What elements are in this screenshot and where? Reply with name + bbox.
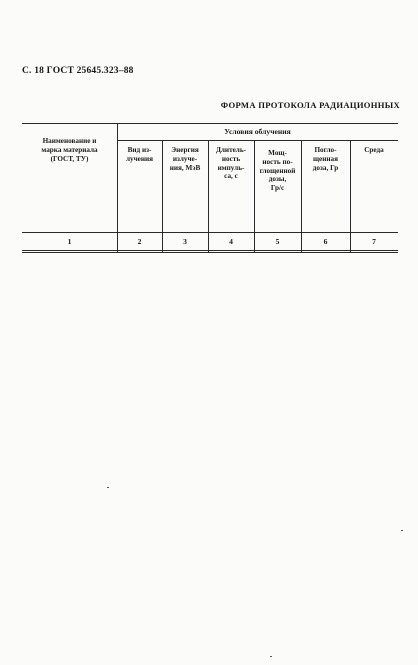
header-pulse-duration xyxy=(208,146,254,181)
header-radiation-type-line-2: лучения xyxy=(125,154,154,163)
column-number-7: 7 xyxy=(372,237,376,246)
header-irradiation-conditions: Условия облучения xyxy=(224,127,291,136)
header-dose-rate-line-1: Мощ- xyxy=(268,149,287,157)
header-material-line-3: (ГОСТ, ТУ) xyxy=(50,154,89,163)
form-title: ФОРМА ПРОТОКОЛА РАДИАЦИОННЫХ xyxy=(220,100,400,110)
header-energy-line-3: ния, МэВ xyxy=(169,163,201,172)
header-bottom-rule xyxy=(22,232,398,233)
column-number-5: 5 xyxy=(275,237,280,246)
header-dose-rate-line-5: Гр/с xyxy=(270,184,285,193)
header-radiation-type xyxy=(117,146,162,164)
header-material-line-2: марка материала xyxy=(41,145,98,154)
header-environment xyxy=(350,146,398,155)
header-dose-rate-line-4: дозы, xyxy=(268,175,287,184)
header-radiation-energy xyxy=(162,146,208,172)
table-bottom-rule xyxy=(22,252,398,253)
table-top-rule xyxy=(22,123,398,124)
header-duration-line-4: са, с xyxy=(224,172,238,181)
header-radiation-type-line-1: Вид из- xyxy=(127,146,152,154)
header-absorbed-dose-line-3: доза, Гр xyxy=(312,163,339,172)
scan-speck xyxy=(107,487,109,488)
header-absorbed-dose-line-2: щенная xyxy=(312,154,339,163)
header-material-name xyxy=(22,137,117,163)
numbers-bottom-rule xyxy=(22,250,398,251)
column-number-6: 6 xyxy=(323,237,328,246)
scan-speck xyxy=(270,656,272,657)
column-number-1: 1 xyxy=(67,237,72,246)
header-dose-rate-line-3: глощенной xyxy=(259,166,296,175)
header-energy-line-1: Энергия xyxy=(171,146,199,154)
header-duration-line-2: ность xyxy=(221,154,241,163)
column-divider-6 xyxy=(350,140,351,252)
group-header-rule xyxy=(117,140,398,141)
column-number-3: 3 xyxy=(183,237,187,246)
header-material-line-1: Наименование и xyxy=(42,137,97,145)
header-duration-line-3: импуль- xyxy=(217,163,245,172)
header-absorbed-dose-line-1: Погло- xyxy=(314,146,337,154)
column-divider-1 xyxy=(117,123,118,252)
header-energy-line-2: излуче- xyxy=(172,154,198,163)
scan-speck xyxy=(401,530,403,531)
column-number-2: 2 xyxy=(137,237,142,246)
header-dose-rate-line-2: ность по- xyxy=(262,157,293,166)
column-number-4: 4 xyxy=(229,237,233,246)
header-duration-line-1: Длитель- xyxy=(215,146,247,154)
page-header: С. 18 ГОСТ 25645.323–88 xyxy=(22,66,134,76)
header-absorbed-dose-rate xyxy=(254,149,301,193)
header-absorbed-dose xyxy=(301,146,350,172)
header-environment-line-1: Среда xyxy=(364,146,384,154)
